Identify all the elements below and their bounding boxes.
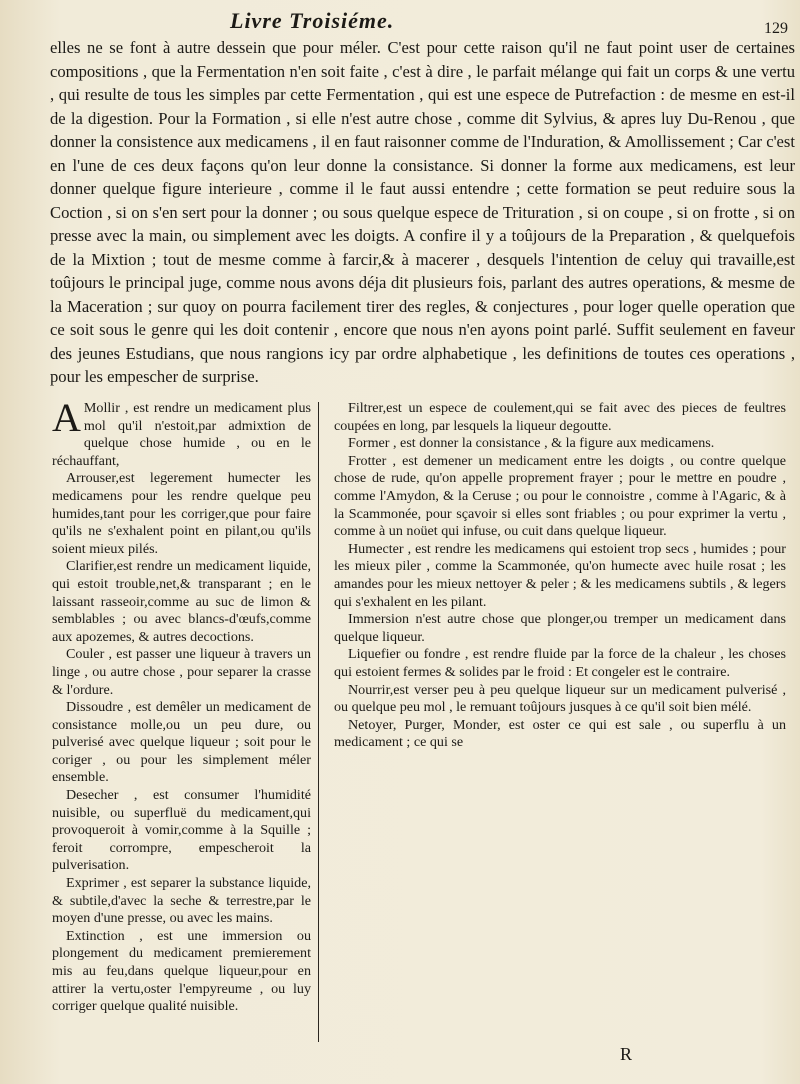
definition-frotter: Frotter , est demener un medicament entre les doigts , ou contre quelque chose de rude, qu'on appelle proprement frayer ; pour le mettre en poudre , comme l'Amydon, & la Ceruse ; ou pour le connoistre , comme à l'Agaric, & à la Scammonée, pour sçavoir si elles sont friables ; ou pour exprimer la vertu , comme à un noüet qui infuse, ou cuit dans quelque liqueur. [334, 452, 786, 540]
signature-mark: R [620, 1044, 633, 1064]
left-column [52, 395, 311, 1016]
intro-text: elles ne se font à autre dessein que pour méler. C'est pour cette raison qu'il ne faut point user de certaines compositions , que la Fermentation n'en soit faite , c'est à dire , le parfait mélange qui fait un corps & une vertu , qui resulte de tous les simples par cette Fermentation , qui est une espece de Putrefaction : de mesme en est-il de la digestion. Pour la Formation , si elle n'est autre chose , comme dit Sylvius, & apres luy Du-Renou , que donner la consistence aux medicamens , il en faut raisonner comme de l'Induration, & Amollissement ; Car c'est en l'une de ces deux façons qu'on leur donne la consistance. Si donner la forme aux medicamens, est leur donner quelque figure interieure , comme il le faut aussi entendre ; cette formation se peut reduire sous la Coction , si on s'en sert pour la donner ; ou sous quelque espece de Trituration , si on coupe , si on frotte , si on presse avec la main, ou simplement avec les doigts. A confire il y a toûjours de la Preparation , & quelquefois de la Mixtion ; tout de mesme comme à farcir,& à macerer , desquels l'intention de celuy qui travaille,est toûjours le principal juge, comme nous avons déja dit plusieurs fois, parlant des autres operations, & mesme de la Maceration ; sur quoy on pourra facilement tirer des regles, & conjectures , pour loger quelle operation que ce soit sous le genre qui les doit contenir , encore que nous n'en ayons point parlé. Suffit seulement en faveur des jeunes Estudians, que nous rangions icy par ordre alphabetique , les definitions de toutes ces operations , pour les empescher de surprise. [50, 38, 795, 386]
definition-couler: Couler , est passer une liqueur à travers un linge , ou autre chose , pour separer la crasse & l'ordure. [52, 646, 311, 698]
definition-humecter: Humecter , est rendre les medicamens qui estoient trop secs , humides ; pour les mieux piler , comme la Scammonée, qu'on humecte avec huile rosat ; les amandes pour les mieux nettoyer & peler ; & les medicamens subtils , & legers qui s'exhalent en les pilant. [334, 540, 786, 610]
right-column [334, 400, 786, 752]
page-number: 129 [764, 20, 788, 37]
definition-netoyer: Netoyer, Purger, Monder, est oster ce qui est sale , ou superflu à un medicament ; ce qui se [334, 716, 786, 751]
page-header [0, 6, 800, 36]
running-title: Livre Troisiéme. [230, 8, 395, 33]
drop-cap: A [52, 395, 81, 440]
column-divider [318, 402, 319, 1042]
definition-amollir [52, 395, 311, 470]
definition-filtrer: Filtrer,est un espece de coulement,qui se fait avec des pieces de feultres coupées en long, par lesquels la liqueur degoutte. [334, 400, 786, 434]
definition-liquefier: Liquefier ou fondre , est rendre fluide par la force de la chaleur , les choses qui estoient fermes & solides par le froid : Et congeler est le contraire. [334, 646, 786, 680]
definition-clarifier: Clarifier,est rendre un medicament liquide, qui estoit trouble,net,& transparant ; en le laissant rasseoir,comme au suc de limon & semblables ; ou avec blancs-d'œufs,comme aux apozemes, & autres decoctions. [52, 558, 311, 645]
definition-desecher: Desecher , est consumer l'humidité nuisible, ou superfluë du medicament,qui provoqueroit à vomir,comme à la Squille ; feroit corrompre, empescheroit la pulverisation. [52, 787, 311, 874]
definition-exprimer: Exprimer , est separer la substance liquide, & subtile,d'avec la seche & terrestre,par le moyen d'une presse, ou avec les mains. [52, 875, 311, 927]
definition-arrouser: Arrouser,est legerement humecter les medicamens pour les rendre quelque peu humides,tant pour les corriger,que pour faire qu'ils ne s'exhalent point en pilant,ou qu'ils soient mieux pilés. [52, 470, 311, 557]
intro-paragraph [50, 36, 795, 389]
definition-dissoudre: Dissoudre , est demêler un medicament de consistance molle,ou un peu dure, ou pulverisé avec quelque liqueur ; soit pour le coriger , ou pour les simplement méler ensemble. [52, 699, 311, 786]
definition-text: Mollir , est rendre un medicament plus mol qu'il n'estoit,par admixtion de quelque chose humide , ou en le réchauffant, [52, 400, 311, 469]
definition-former: Former , est donner la consistance , & la figure aux medicamens. [348, 435, 715, 452]
definition-immersion: Immersion n'est autre chose que plonger,ou tremper un medicament dans quelque liqueur. [334, 611, 786, 645]
definition-extinction: Extinction , est une immersion ou plongement du medicament premierement mis au feu,dans quelque liqueur,pour en attirer la vertu,oster l'empyreume , ou luy corriger quelque qualité nuisible. [52, 927, 311, 1015]
definition-nourrir: Nourrir,est verser peu à peu quelque liqueur sur un medicament pulverisé , ou quelque peu mol , le remuant toûjours jusques à ce qu'il soit bien mélé. [334, 681, 786, 716]
